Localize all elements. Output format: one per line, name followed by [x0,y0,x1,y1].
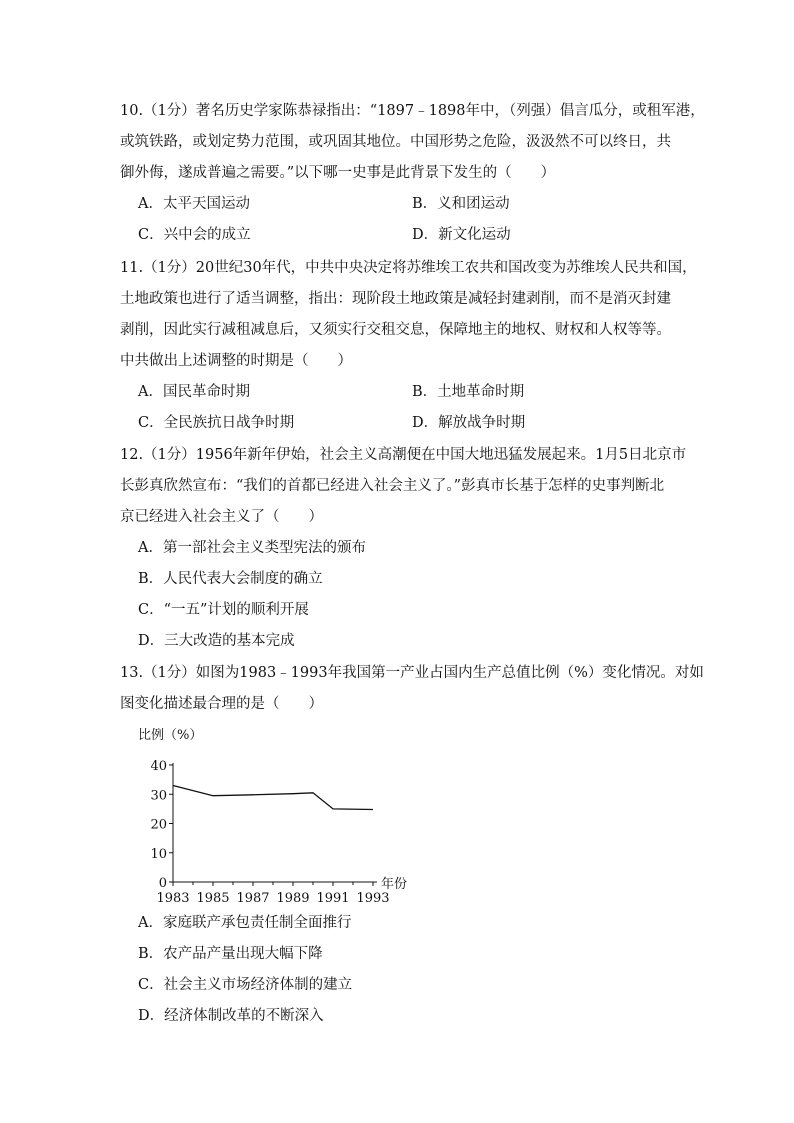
question-text-line: 13.（1分）如图为1983﹣1993年我国第一产业占国内生产总值比例（%）变化情况。对如 [120,665,704,681]
x-axis-label: 年份 [381,877,408,892]
question-text-line: 京已经进入社会主义了（ ） [120,509,323,525]
option-row [120,377,680,408]
y-tick-label: 40 [150,759,167,774]
question-text-line: 御外侮，遂成普遍之需要。”以下哪一史事是此背景下发生的（ ） [120,165,556,181]
x-tick-label: 1987 [236,891,270,906]
x-tick-label: 1985 [196,891,230,906]
option-c[interactable]: C．社会主义市场经济体制的建立 [138,977,353,993]
option-c[interactable]: C．全民族抗日战争时期 [138,415,295,431]
option-a[interactable]: A．家庭联产承包责任制全面推行 [138,915,352,931]
x-tick-label: 1993 [356,891,390,906]
question-13-options [120,908,680,1032]
question-text-line: 12.（1分）1956年新年伊始，社会主义高潮便在中国大地迅猛发展起来。1月5日北京市 [120,447,687,463]
question-text-line: 11.（1分）20世纪30年代，中共中央决定将苏维埃工农共和国改变为苏维埃人民共和国， [120,260,697,276]
option-b[interactable]: B．农产品产量出现大幅下降 [138,946,323,962]
question-text-line: 土地政策也进行了适当调整，指出：现阶段土地政策是减轻封建剥削，而不是消灭封建 [120,291,671,307]
option-a[interactable]: A．国民革命时期 [138,384,250,400]
y-tick-label: 10 [150,846,167,862]
option-a[interactable]: A．太平天国运动 [138,196,250,212]
question-12 [120,440,687,657]
question-text-line: 或筑铁路，或划定势力范围，或巩固其地位。中国形势之危险，汲汲然不可以终日，共 [120,134,671,150]
x-tick-label: 1991 [316,891,350,906]
option-c[interactable]: C．兴中会的成立 [138,227,251,243]
option-d[interactable]: D．新文化运动 [412,227,511,243]
question-text-line: 剥削，因此实行减租减息后，又须实行交租交息，保障地主的地权、财权和人权等等。 [120,322,671,338]
y-axis-label: 比例（%） [138,728,203,743]
question-text-line: 10.（1分）著名历史学家陈恭禄指出：“1897﹣1898年中，（列强）倡言瓜分，或租军港， [120,103,705,119]
option-d[interactable]: D．经济体制改革的不断深入 [138,1008,324,1024]
series-line [173,786,373,810]
question-10 [120,96,705,251]
option-b[interactable]: B．土地革命时期 [412,384,525,400]
option-row [120,189,680,220]
option-a[interactable]: A．第一部社会主义类型宪法的颁布 [138,540,366,556]
option-d[interactable]: D．解放战争时期 [412,415,526,431]
option-row [120,408,680,439]
option-b[interactable]: B．人民代表大会制度的确立 [138,571,323,587]
y-tick-label: 20 [150,817,167,833]
option-row [120,220,680,251]
question-text-line: 中共做出上述调整的时期是（ ） [120,353,352,369]
y-tick-label: 30 [150,788,167,804]
y-tick-label: 0 [158,876,167,891]
option-d[interactable]: D．三大改造的基本完成 [138,633,295,649]
x-tick-label: 1989 [276,891,310,906]
option-b[interactable]: B．义和团运动 [412,196,510,212]
question-text-line: 图变化描述最合理的是（ ） [120,696,323,712]
line-chart [120,720,440,910]
chart-svg [120,720,440,910]
question-11 [120,253,697,439]
x-tick-label: 1983 [156,891,190,906]
question-13 [120,658,704,720]
question-text-line: 长彭真欣然宣布：“我们的首都已经进入社会主义了。”彭真市长基于怎样的史事判断北 [120,478,665,494]
option-c[interactable]: C．“一五”计划的顺利开展 [138,602,309,618]
